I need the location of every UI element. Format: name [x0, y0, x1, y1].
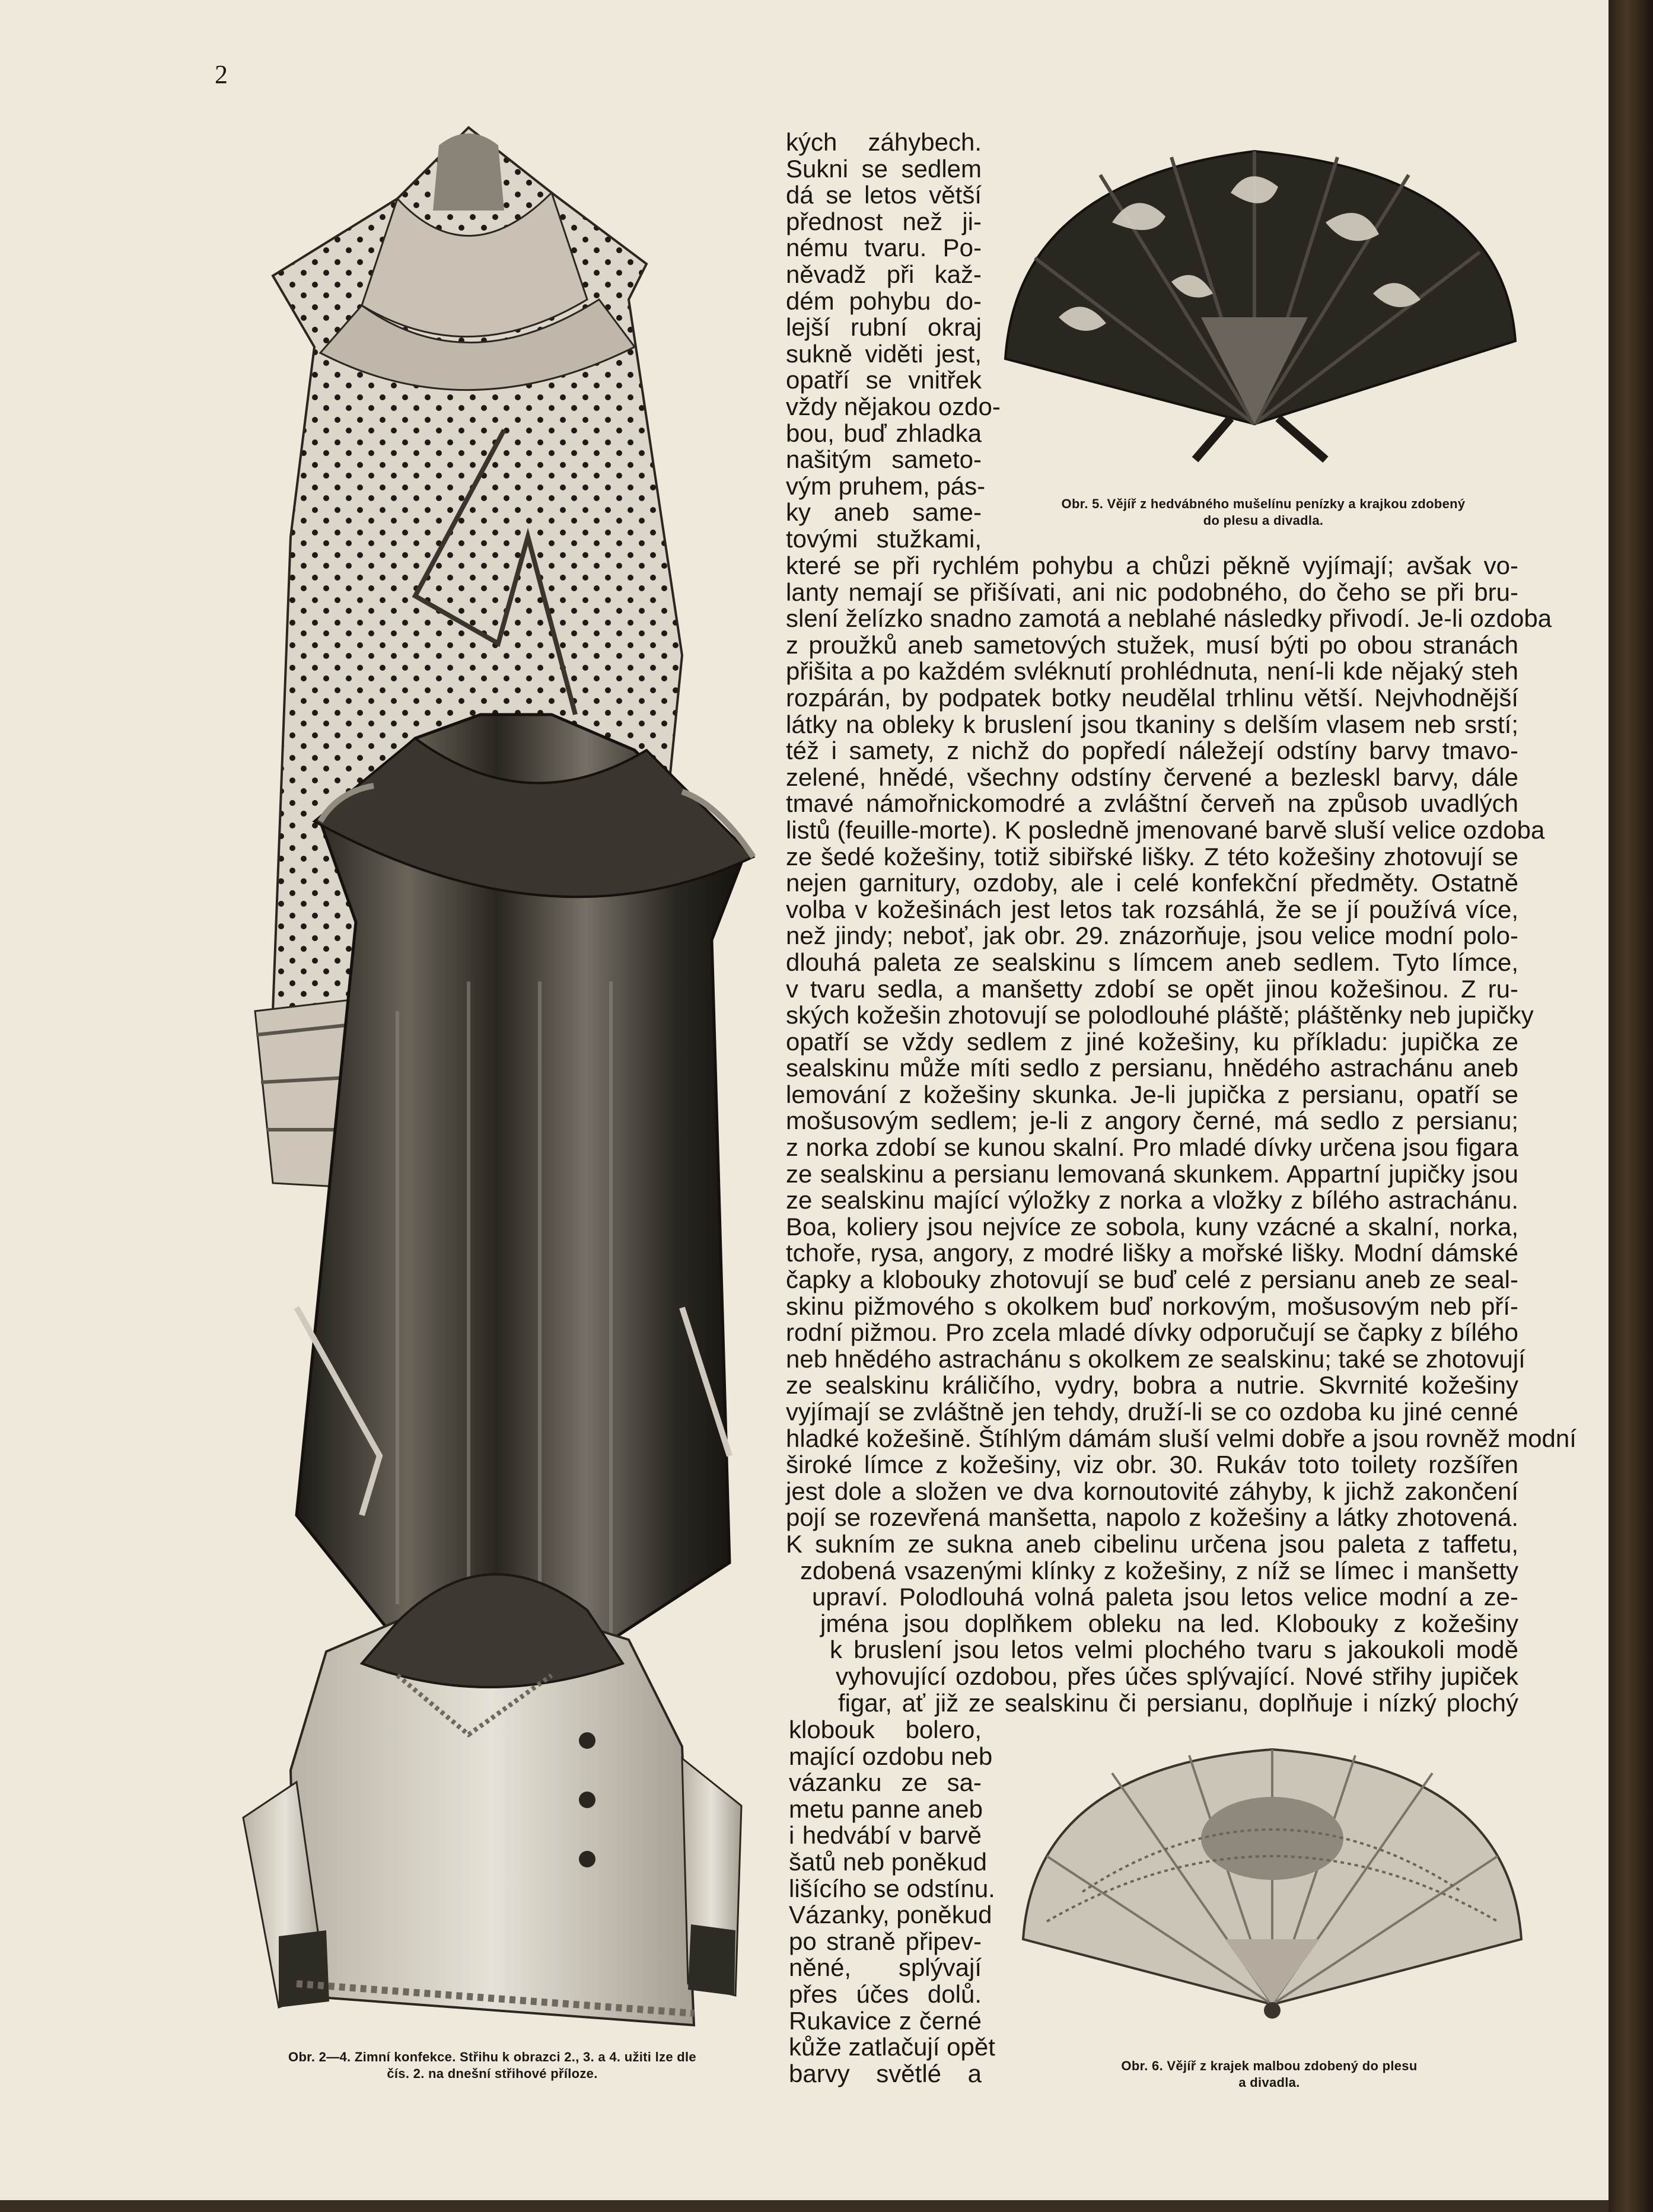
text-line: ze sealskinu a persianu lemovaná skunkem. Appartní jupičky jsou: [786, 1159, 1518, 1188]
text-line: ských kožešin zhotovují se polodlouhé pláště; pláštěnky neb jupičky: [786, 1001, 1534, 1029]
text-line: našitým sameto-: [786, 445, 982, 474]
text-line: z norka zdobí se kunou skalní. Pro mladé dívky určena jsou figara: [786, 1133, 1518, 1162]
text-line: v tvaru sedla, a manšetty zdobí se opět jinou kožešinou. Z ru-: [786, 974, 1518, 1003]
article-text-top: [786, 128, 1001, 553]
text-line: opatří se vždy sedlem z jiné kožešiny, ku příkladu: jupička ze: [786, 1027, 1518, 1056]
text-line: neb hnědého astrachánu s okolkem ze sealskinu; také se zhotovují: [786, 1344, 1525, 1373]
text-line: lišícího se odstínu.: [789, 1874, 995, 1902]
text-line: jest dole a složen ve dva kornoutovité záhyby, k jichž zakončení: [786, 1477, 1518, 1505]
text-line: dém pohybu do-: [786, 286, 982, 315]
text-line: z proužků aneb sametových stužek, musí býti po obou stranách: [786, 630, 1518, 659]
text-line: listů (feuille-morte). K posledně jmenované barvě sluší velice ozdoba: [786, 815, 1545, 844]
text-line: vyjímají se zvláštně jen tehdy, druží-li se co ozdoba ku jiné cenné: [786, 1398, 1518, 1426]
text-line: i hedvábí v barvě: [789, 1821, 982, 1850]
fig6-caption-line2: a divadla.: [1238, 2075, 1300, 2090]
text-line: K sukním ze sukna aneb cibelinu určena jsou paleta z taffetu,: [786, 1529, 1518, 1558]
text-line: hladké kožešině. Štíhlým dámám sluší velmi dobře a jsou rovněž modní: [786, 1424, 1576, 1452]
text-line: volba v kožešinách jest letos tak rozsáhlá, že se jí používá více,: [786, 895, 1518, 923]
book-binding-edge: [1609, 0, 1653, 2212]
text-line: kých záhybech.: [786, 128, 982, 156]
text-line: Rukavice z černé: [789, 2006, 982, 2035]
text-line: rodní pižmou. Pro zcela mladé dívky odporučují se čapky z bílého: [786, 1318, 1518, 1347]
text-line: přes účes dolů.: [789, 1980, 982, 2008]
text-line: něvadž při kaž-: [786, 260, 982, 288]
text-line: nejen garnitury, ozdoby, ale i celé konfekční předměty. Ostatně: [786, 869, 1518, 897]
text-line: vždy nějakou ozdo-: [786, 392, 1001, 420]
text-line: ze sealskinu mající výložky z norka a vložky z bílého astrachánu.: [786, 1186, 1518, 1215]
text-line: mající ozdobu neb: [789, 1742, 993, 1770]
text-line: po straně připev-: [789, 1927, 982, 1955]
text-line: něné, splývají: [789, 1953, 982, 1982]
text-line: ky aneb same-: [786, 498, 982, 527]
text-line: Vázanky, poněkud: [789, 1901, 992, 1929]
text-line: skinu pižmového s okolkem buď norkovým, mošusovým neb pří-: [786, 1292, 1518, 1320]
text-line: šatů neb poněkud: [789, 1847, 987, 1876]
text-line: dá se letos větší: [786, 181, 982, 209]
text-line: ze sealskinu králičího, vydry, bobra a nutrie. Skvrnité kožešiny: [786, 1371, 1518, 1400]
fig5-caption: [1002, 496, 1524, 529]
fashion-illustration: [219, 122, 783, 2037]
text-line: k bruslení jsou letos velmi plochého tvaru s jakoukoli modě: [830, 1636, 1518, 1664]
satin-coat-figure: [297, 715, 753, 1663]
text-line: barvy světlé a: [789, 2059, 982, 2087]
text-line: přednost než ji-: [786, 207, 982, 235]
text-line: ze šedé kožešiny, totiž sibiřské lišky. Z této kožešiny zhotovují se: [786, 842, 1518, 871]
text-line: slení želízko snadno zamotá a neblahé následky přivodí. Je-li ozdoba: [786, 604, 1552, 633]
text-line: klobouk bolero,: [789, 1716, 982, 1744]
text-line: Boa, koliery jsou nejvíce ze sobola, kuny vzácné a skalní, norka,: [786, 1212, 1518, 1241]
text-line: vyhovující ozdobou, přes účes splývající. Nové střihy jupiček: [836, 1662, 1518, 1690]
article-text-bottom: [789, 1716, 995, 2087]
fig6-caption: [1050, 2058, 1489, 2091]
page-number: 2: [215, 60, 228, 89]
text-line: Sukni se sedlem: [786, 154, 982, 183]
fig6-caption-line1: Obr. 6. Vějíř z krajek malbou zdobený do plesu: [1121, 2058, 1418, 2073]
text-line: tchoře, rysa, angory, z modré lišky a mořské lišky. Modní dámské: [786, 1239, 1518, 1267]
text-line: přišita a po každém svléknutí prohlédnuta, není-li kde nějaký steh: [786, 657, 1518, 686]
text-line: čapky a klobouky zhotovují se buď celé z persianu aneb ze seal-: [786, 1266, 1518, 1294]
text-line: nému tvaru. Po-: [786, 234, 982, 262]
text-line: zelené, hnědé, všechny odstíny červené a bezleskl barvy, dále: [786, 763, 1518, 791]
text-line: metu panne aneb: [789, 1795, 983, 1823]
text-line: než jindy; neboť, jak obr. 29. znázorňuje, jsou velice modní polo-: [786, 922, 1518, 950]
text-line: jména jsou doplňkem obleku na led. Klobouky z kožešiny: [820, 1609, 1518, 1637]
text-line: tovými stužkami,: [786, 524, 982, 553]
text-line: tmavé námořnickomodré a zvláštní červeň na způsob uvadlých: [786, 789, 1518, 818]
text-line: rozpárán, by podpatek botky neudělal trhlinu větší. Nejvhodnější: [786, 683, 1518, 712]
text-line: které se při rychlém pohybu a chůzi pěkně vyjímají; avšak vo-: [786, 552, 1518, 579]
fig2-4-caption: [216, 2049, 768, 2082]
text-line: zdobená vsazenými klínky z kožešiny, z níž se límec i manšetty: [800, 1556, 1518, 1585]
text-line: vázanku ze sa-: [789, 1768, 982, 1797]
lace-fan-illustration: [1011, 1744, 1533, 2040]
text-line: sukně viděti jest,: [786, 339, 982, 368]
text-line: lejší rubní okraj: [786, 313, 982, 342]
text-line: vým pruhem, pás-: [786, 471, 986, 500]
text-line: figar, ať již ze sealskinu či persianu, doplňuje i nízký plochý: [838, 1688, 1518, 1717]
text-line: lanty nemají se přišívati, ani nic podobného, do čeho se při bru-: [786, 578, 1518, 606]
fig5-caption-line2: do plesu a divadla.: [1203, 513, 1324, 528]
text-line: látky na obleky k bruslení jsou tkaniny s delším vlasem neb srstí;: [786, 710, 1518, 738]
fig5-caption-line1: Obr. 5. Vějíř z hedvábného mušelínu penízky a krajkou zdobený: [1061, 496, 1466, 511]
text-line: mošusovým sedlem; je-li z angory černé, má sedlo z persianu;: [786, 1107, 1518, 1135]
text-line: též i samety, z nichž do popředí náležejí odstíny barvy tmavo-: [786, 737, 1518, 765]
dark-fan-illustration: [993, 139, 1527, 471]
fig2-4-caption-line2: čís. 2. na dnešní střihové příloze.: [387, 2066, 598, 2081]
text-line: kůže zatlačují opět: [789, 2033, 995, 2061]
article-text-main: [786, 552, 1576, 1717]
text-line: upraví. Polodlouhá volná paleta jsou letos velice modní a ze-: [812, 1583, 1518, 1611]
text-line: sealskinu může míti sedlo z persianu, hnědého astrachánu aneb: [786, 1054, 1518, 1082]
text-line: pojí se rozevřená manšetta, napolo z kožešiny a látky zhotovená.: [786, 1503, 1518, 1532]
light-coat-figure: [243, 1574, 741, 2025]
text-line: dlouhá paleta ze sealskinu s límcem aneb sedlem. Tyto límce,: [786, 948, 1518, 976]
text-line: široké límce z kožešiny, viz obr. 30. Rukáv toto toilety rozšířen: [786, 1451, 1518, 1479]
text-line: bou, buď zhladka: [786, 419, 982, 447]
fig2-4-caption-line1: Obr. 2—4. Zimní konfekce. Střihu k obrazci 2., 3. a 4. užiti lze dle: [288, 2050, 696, 2064]
text-line: opatří se vnitřek: [786, 366, 982, 394]
text-line: lemování z kožešiny skunka. Je-li jupička z persianu, opatří se: [786, 1080, 1518, 1108]
